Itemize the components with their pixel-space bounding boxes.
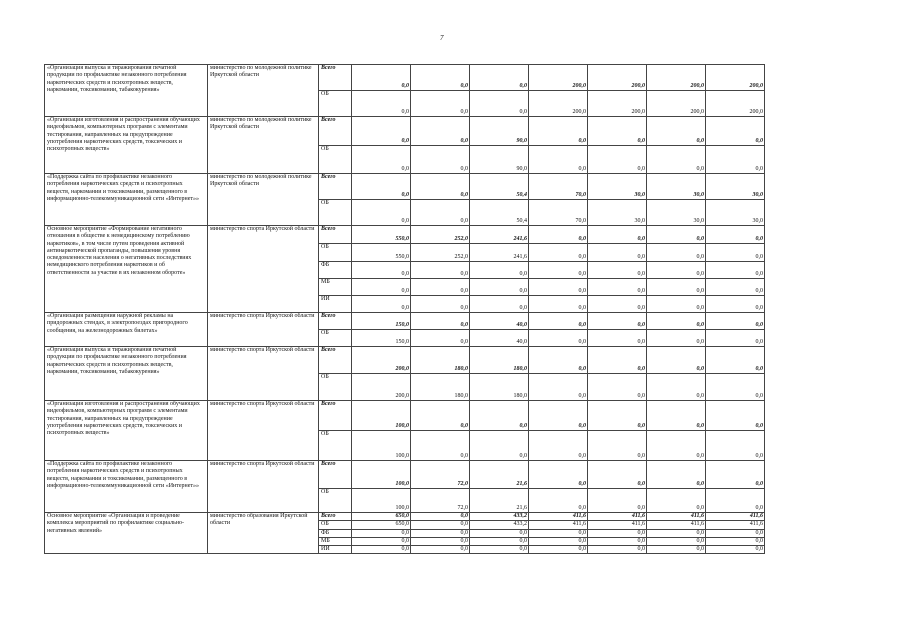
amount-cell: 200,0 bbox=[588, 65, 647, 91]
funding-source: ОБ bbox=[319, 200, 352, 226]
amount-cell: 411,6 bbox=[529, 521, 588, 529]
amount-cell: 550,0 bbox=[352, 244, 411, 262]
amount-cell: 70,0 bbox=[529, 200, 588, 226]
responsible-org: министерство спорта Иркутской области bbox=[208, 226, 319, 313]
amount-cell: 70,0 bbox=[529, 174, 588, 200]
amount-cell: 150,0 bbox=[352, 313, 411, 330]
amount-cell: 0,0 bbox=[470, 401, 529, 431]
amount-cell: 0,0 bbox=[706, 262, 765, 279]
amount-cell: 550,0 bbox=[352, 226, 411, 244]
amount-cell: 0,0 bbox=[706, 537, 765, 545]
amount-cell: 0,0 bbox=[647, 431, 706, 461]
amount-cell: 0,0 bbox=[411, 431, 470, 461]
amount-cell: 0,0 bbox=[352, 537, 411, 545]
amount-cell: 200,0 bbox=[352, 374, 411, 401]
amount-cell: 0,0 bbox=[411, 279, 470, 296]
amount-cell: 0,0 bbox=[588, 279, 647, 296]
amount-cell: 0,0 bbox=[529, 431, 588, 461]
activity-name: «Организация выпуска и тиражирования печатной продукции по профилактике незаконного потребления наркотических средств и психотропных веществ, наркомании, токсикомании, табакокурения» bbox=[45, 347, 208, 401]
amount-cell: 0,0 bbox=[411, 174, 470, 200]
table-row bbox=[45, 461, 765, 489]
amount-cell: 200,0 bbox=[706, 65, 765, 91]
amount-cell: 200,0 bbox=[352, 347, 411, 374]
amount-cell: 90,0 bbox=[470, 146, 529, 174]
amount-cell: 0,0 bbox=[411, 529, 470, 537]
amount-cell: 90,0 bbox=[470, 117, 529, 146]
amount-cell: 40,0 bbox=[470, 330, 529, 347]
amount-cell: 200,0 bbox=[529, 65, 588, 91]
amount-cell: 0,0 bbox=[647, 461, 706, 489]
amount-cell: 0,0 bbox=[706, 244, 765, 262]
amount-cell: 0,0 bbox=[529, 330, 588, 347]
responsible-org: министерство по молодежной политике Иркутской области bbox=[208, 174, 319, 226]
amount-cell: 411,6 bbox=[706, 513, 765, 521]
amount-cell: 411,6 bbox=[647, 513, 706, 521]
amount-cell: 411,6 bbox=[529, 513, 588, 521]
amount-cell: 0,0 bbox=[352, 174, 411, 200]
amount-cell: 0,0 bbox=[352, 146, 411, 174]
amount-cell: 0,0 bbox=[470, 529, 529, 537]
amount-cell: 411,6 bbox=[588, 521, 647, 529]
funding-source: ОБ bbox=[319, 374, 352, 401]
amount-cell: 0,0 bbox=[529, 146, 588, 174]
funding-source: ФБ bbox=[319, 262, 352, 279]
amount-cell: 0,0 bbox=[588, 244, 647, 262]
funding-source: ОБ bbox=[319, 91, 352, 117]
table-row bbox=[45, 117, 765, 146]
table-row bbox=[45, 513, 765, 521]
amount-cell: 0,0 bbox=[706, 279, 765, 296]
funding-source: ОБ bbox=[319, 146, 352, 174]
amount-cell: 0,0 bbox=[529, 244, 588, 262]
responsible-org: министерство спорта Иркутской области bbox=[208, 313, 319, 347]
amount-cell: 0,0 bbox=[411, 330, 470, 347]
amount-cell: 0,0 bbox=[706, 529, 765, 537]
amount-cell: 433,2 bbox=[470, 513, 529, 521]
funding-source: ОБ bbox=[319, 489, 352, 513]
amount-cell: 180,0 bbox=[470, 347, 529, 374]
activity-name: Основное мероприятие «Формирование негативного отношения в обществе к немедицинскому потреблению наркотиков», в том числе путем проведения активной антинаркотической пропаганды, повышения уровня осведомленности населения о негативных последствиях немедицинского потребления наркотиков и об ответственности за участие в их незаконном обороте» bbox=[45, 226, 208, 313]
amount-cell: 0,0 bbox=[647, 226, 706, 244]
amount-cell: 0,0 bbox=[470, 537, 529, 545]
amount-cell: 0,0 bbox=[647, 313, 706, 330]
amount-cell: 21,6 bbox=[470, 489, 529, 513]
amount-cell: 0,0 bbox=[529, 537, 588, 545]
amount-cell: 0,0 bbox=[588, 431, 647, 461]
amount-cell: 0,0 bbox=[706, 330, 765, 347]
amount-cell: 0,0 bbox=[588, 296, 647, 313]
amount-cell: 0,0 bbox=[411, 262, 470, 279]
amount-cell: 30,0 bbox=[588, 174, 647, 200]
funding-source: ОБ bbox=[319, 431, 352, 461]
amount-cell: 0,0 bbox=[588, 537, 647, 545]
table-row bbox=[45, 174, 765, 200]
amount-cell: 0,0 bbox=[647, 529, 706, 537]
amount-cell: 0,0 bbox=[411, 513, 470, 521]
amount-cell: 0,0 bbox=[647, 537, 706, 545]
amount-cell: 0,0 bbox=[647, 296, 706, 313]
amount-cell: 0,0 bbox=[411, 313, 470, 330]
funding-source: МБ bbox=[319, 279, 352, 296]
amount-cell: 0,0 bbox=[352, 200, 411, 226]
amount-cell: 0,0 bbox=[647, 146, 706, 174]
amount-cell: 0,0 bbox=[352, 91, 411, 117]
funding-source: Всего bbox=[319, 401, 352, 431]
amount-cell: 30,0 bbox=[588, 200, 647, 226]
amount-cell: 100,0 bbox=[352, 489, 411, 513]
amount-cell: 0,0 bbox=[706, 313, 765, 330]
activity-name: «Организация выпуска и тиражирования печатной продукции по профилактике незаконного потребления наркотических средств и психотропных веществ, наркомании, токсикомании, табакокурения» bbox=[45, 65, 208, 117]
amount-cell: 0,0 bbox=[411, 65, 470, 91]
amount-cell: 0,0 bbox=[706, 374, 765, 401]
activity-name: Основное мероприятие «Организация и проведение комплекса мероприятий по профилактике социально-негативных явлений» bbox=[45, 513, 208, 554]
amount-cell: 30,0 bbox=[706, 200, 765, 226]
amount-cell: 0,0 bbox=[352, 296, 411, 313]
amount-cell: 0,0 bbox=[647, 279, 706, 296]
amount-cell: 0,0 bbox=[588, 262, 647, 279]
amount-cell: 0,0 bbox=[411, 146, 470, 174]
amount-cell: 411,6 bbox=[706, 521, 765, 529]
amount-cell: 0,0 bbox=[588, 226, 647, 244]
funding-source: ИИ bbox=[319, 546, 352, 554]
funding-source: Всего bbox=[319, 65, 352, 91]
amount-cell: 0,0 bbox=[706, 347, 765, 374]
table-row bbox=[45, 401, 765, 431]
amount-cell: 30,0 bbox=[647, 174, 706, 200]
responsible-org: министерство спорта Иркутской области bbox=[208, 401, 319, 461]
table-row bbox=[45, 347, 765, 374]
amount-cell: 0,0 bbox=[706, 401, 765, 431]
amount-cell: 0,0 bbox=[588, 146, 647, 174]
amount-cell: 0,0 bbox=[588, 117, 647, 146]
amount-cell: 0,0 bbox=[588, 330, 647, 347]
funding-source: Всего bbox=[319, 174, 352, 200]
amount-cell: 0,0 bbox=[706, 226, 765, 244]
funding-source: Всего bbox=[319, 117, 352, 146]
amount-cell: 100,0 bbox=[352, 461, 411, 489]
responsible-org: министерство по молодежной политике Иркутской области bbox=[208, 65, 319, 117]
amount-cell: 252,0 bbox=[411, 226, 470, 244]
amount-cell: 0,0 bbox=[470, 279, 529, 296]
amount-cell: 0,0 bbox=[411, 537, 470, 545]
amount-cell: 0,0 bbox=[470, 431, 529, 461]
amount-cell: 0,0 bbox=[352, 546, 411, 554]
funding-source: ИИ bbox=[319, 296, 352, 313]
amount-cell: 0,0 bbox=[706, 461, 765, 489]
funding-source: ОБ bbox=[319, 330, 352, 347]
amount-cell: 200,0 bbox=[529, 91, 588, 117]
amount-cell: 0,0 bbox=[529, 279, 588, 296]
responsible-org: министерство спорта Иркутской области bbox=[208, 347, 319, 401]
amount-cell: 0,0 bbox=[411, 401, 470, 431]
amount-cell: 0,0 bbox=[706, 489, 765, 513]
amount-cell: 0,0 bbox=[706, 296, 765, 313]
amount-cell: 72,0 bbox=[411, 461, 470, 489]
activity-name: «Поддержка сайта по профилактике незаконного потребления наркотических средств и психотропных веществ, наркомании и токсикомании, размещенного в информационно-телекоммуникационной сети «Интернет»» bbox=[45, 174, 208, 226]
amount-cell: 0,0 bbox=[706, 146, 765, 174]
amount-cell: 21,6 bbox=[470, 461, 529, 489]
amount-cell: 100,0 bbox=[352, 431, 411, 461]
amount-cell: 200,0 bbox=[647, 91, 706, 117]
amount-cell: 0,0 bbox=[588, 347, 647, 374]
amount-cell: 0,0 bbox=[411, 91, 470, 117]
page-number: 7 bbox=[440, 34, 444, 42]
table-row bbox=[45, 65, 765, 91]
amount-cell: 0,0 bbox=[529, 296, 588, 313]
amount-cell: 0,0 bbox=[588, 313, 647, 330]
amount-cell: 0,0 bbox=[588, 401, 647, 431]
amount-cell: 0,0 bbox=[647, 401, 706, 431]
amount-cell: 150,0 bbox=[352, 330, 411, 347]
amount-cell: 40,0 bbox=[470, 313, 529, 330]
amount-cell: 411,6 bbox=[647, 521, 706, 529]
activity-name: «Организация изготовления и распространения обучающих видеофильмов, компьютерных программ с элементами тестирования, направленных на предупреждение употребления наркотических средств, токсических и психотропных веществ» bbox=[45, 401, 208, 461]
amount-cell: 0,0 bbox=[352, 117, 411, 146]
responsible-org: министерство спорта Иркутской области bbox=[208, 461, 319, 513]
responsible-org: министерство образования Иркутской области bbox=[208, 513, 319, 554]
funding-source: МБ bbox=[319, 537, 352, 545]
responsible-org: министерство по молодежной политике Иркутской области bbox=[208, 117, 319, 174]
funding-source: Всего bbox=[319, 513, 352, 521]
amount-cell: 0,0 bbox=[588, 489, 647, 513]
amount-cell: 0,0 bbox=[529, 117, 588, 146]
amount-cell: 0,0 bbox=[352, 279, 411, 296]
funding-source: Всего bbox=[319, 313, 352, 330]
amount-cell: 0,0 bbox=[411, 296, 470, 313]
amount-cell: 0,0 bbox=[529, 529, 588, 537]
amount-cell: 0,0 bbox=[470, 65, 529, 91]
amount-cell: 0,0 bbox=[529, 226, 588, 244]
funding-source: Всего bbox=[319, 347, 352, 374]
amount-cell: 0,0 bbox=[647, 244, 706, 262]
amount-cell: 0,0 bbox=[411, 546, 470, 554]
funding-source: Всего bbox=[319, 226, 352, 244]
amount-cell: 50,4 bbox=[470, 174, 529, 200]
amount-cell: 0,0 bbox=[352, 65, 411, 91]
amount-cell: 241,6 bbox=[470, 226, 529, 244]
amount-cell: 0,0 bbox=[706, 117, 765, 146]
amount-cell: 200,0 bbox=[647, 65, 706, 91]
amount-cell: 0,0 bbox=[588, 546, 647, 554]
amount-cell: 0,0 bbox=[647, 347, 706, 374]
amount-cell: 0,0 bbox=[529, 347, 588, 374]
amount-cell: 0,0 bbox=[529, 489, 588, 513]
amount-cell: 0,0 bbox=[588, 529, 647, 537]
activity-name: «Организация размещения наружной рекламы на придорожных стендах, в электропоездах пригородного сообщения, на железнодорожных билетах» bbox=[45, 313, 208, 347]
amount-cell: 0,0 bbox=[647, 262, 706, 279]
amount-cell: 72,0 bbox=[411, 489, 470, 513]
table-row bbox=[45, 313, 765, 330]
table-row bbox=[45, 226, 765, 244]
amount-cell: 0,0 bbox=[529, 401, 588, 431]
amount-cell: 433,2 bbox=[470, 521, 529, 529]
amount-cell: 650,0 bbox=[352, 513, 411, 521]
amount-cell: 0,0 bbox=[470, 91, 529, 117]
amount-cell: 252,0 bbox=[411, 244, 470, 262]
amount-cell: 0,0 bbox=[647, 374, 706, 401]
amount-cell: 200,0 bbox=[588, 91, 647, 117]
funding-source: Всего bbox=[319, 461, 352, 489]
amount-cell: 0,0 bbox=[647, 546, 706, 554]
amount-cell: 0,0 bbox=[588, 374, 647, 401]
funding-source: ФБ bbox=[319, 529, 352, 537]
amount-cell: 200,0 bbox=[706, 91, 765, 117]
amount-cell: 0,0 bbox=[411, 521, 470, 529]
amount-cell: 0,0 bbox=[529, 313, 588, 330]
amount-cell: 241,6 bbox=[470, 244, 529, 262]
amount-cell: 0,0 bbox=[647, 330, 706, 347]
amount-cell: 0,0 bbox=[470, 296, 529, 313]
amount-cell: 0,0 bbox=[647, 117, 706, 146]
amount-cell: 180,0 bbox=[411, 374, 470, 401]
amount-cell: 650,0 bbox=[352, 521, 411, 529]
funding-source: ОБ bbox=[319, 521, 352, 529]
amount-cell: 0,0 bbox=[529, 262, 588, 279]
amount-cell: 0,0 bbox=[529, 461, 588, 489]
amount-cell: 30,0 bbox=[706, 174, 765, 200]
amount-cell: 0,0 bbox=[411, 117, 470, 146]
amount-cell: 0,0 bbox=[352, 262, 411, 279]
amount-cell: 0,0 bbox=[470, 262, 529, 279]
activity-name: «Организация изготовления и распространения обучающих видеофильмов, компьютерных программ с элементами тестирования, направленных на предупреждение употребления наркотических средств, токсических и психотропных веществ» bbox=[45, 117, 208, 174]
amount-cell: 411,6 bbox=[588, 513, 647, 521]
amount-cell: 180,0 bbox=[411, 347, 470, 374]
amount-cell: 0,0 bbox=[529, 546, 588, 554]
amount-cell: 0,0 bbox=[647, 489, 706, 513]
amount-cell: 50,4 bbox=[470, 200, 529, 226]
amount-cell: 0,0 bbox=[411, 200, 470, 226]
amount-cell: 180,0 bbox=[470, 374, 529, 401]
amount-cell: 0,0 bbox=[352, 529, 411, 537]
amount-cell: 0,0 bbox=[470, 546, 529, 554]
amount-cell: 0,0 bbox=[706, 546, 765, 554]
budget-table bbox=[44, 64, 765, 554]
amount-cell: 0,0 bbox=[706, 431, 765, 461]
funding-source: ОБ bbox=[319, 244, 352, 262]
activity-name: «Поддержка сайта по профилактике незаконного потребления наркотических средств и психотропных веществ, наркомании и токсикомании, размещенного в информационно-телекоммуникационной сети «Интернет»» bbox=[45, 461, 208, 513]
amount-cell: 30,0 bbox=[647, 200, 706, 226]
amount-cell: 0,0 bbox=[529, 374, 588, 401]
amount-cell: 100,0 bbox=[352, 401, 411, 431]
amount-cell: 0,0 bbox=[588, 461, 647, 489]
